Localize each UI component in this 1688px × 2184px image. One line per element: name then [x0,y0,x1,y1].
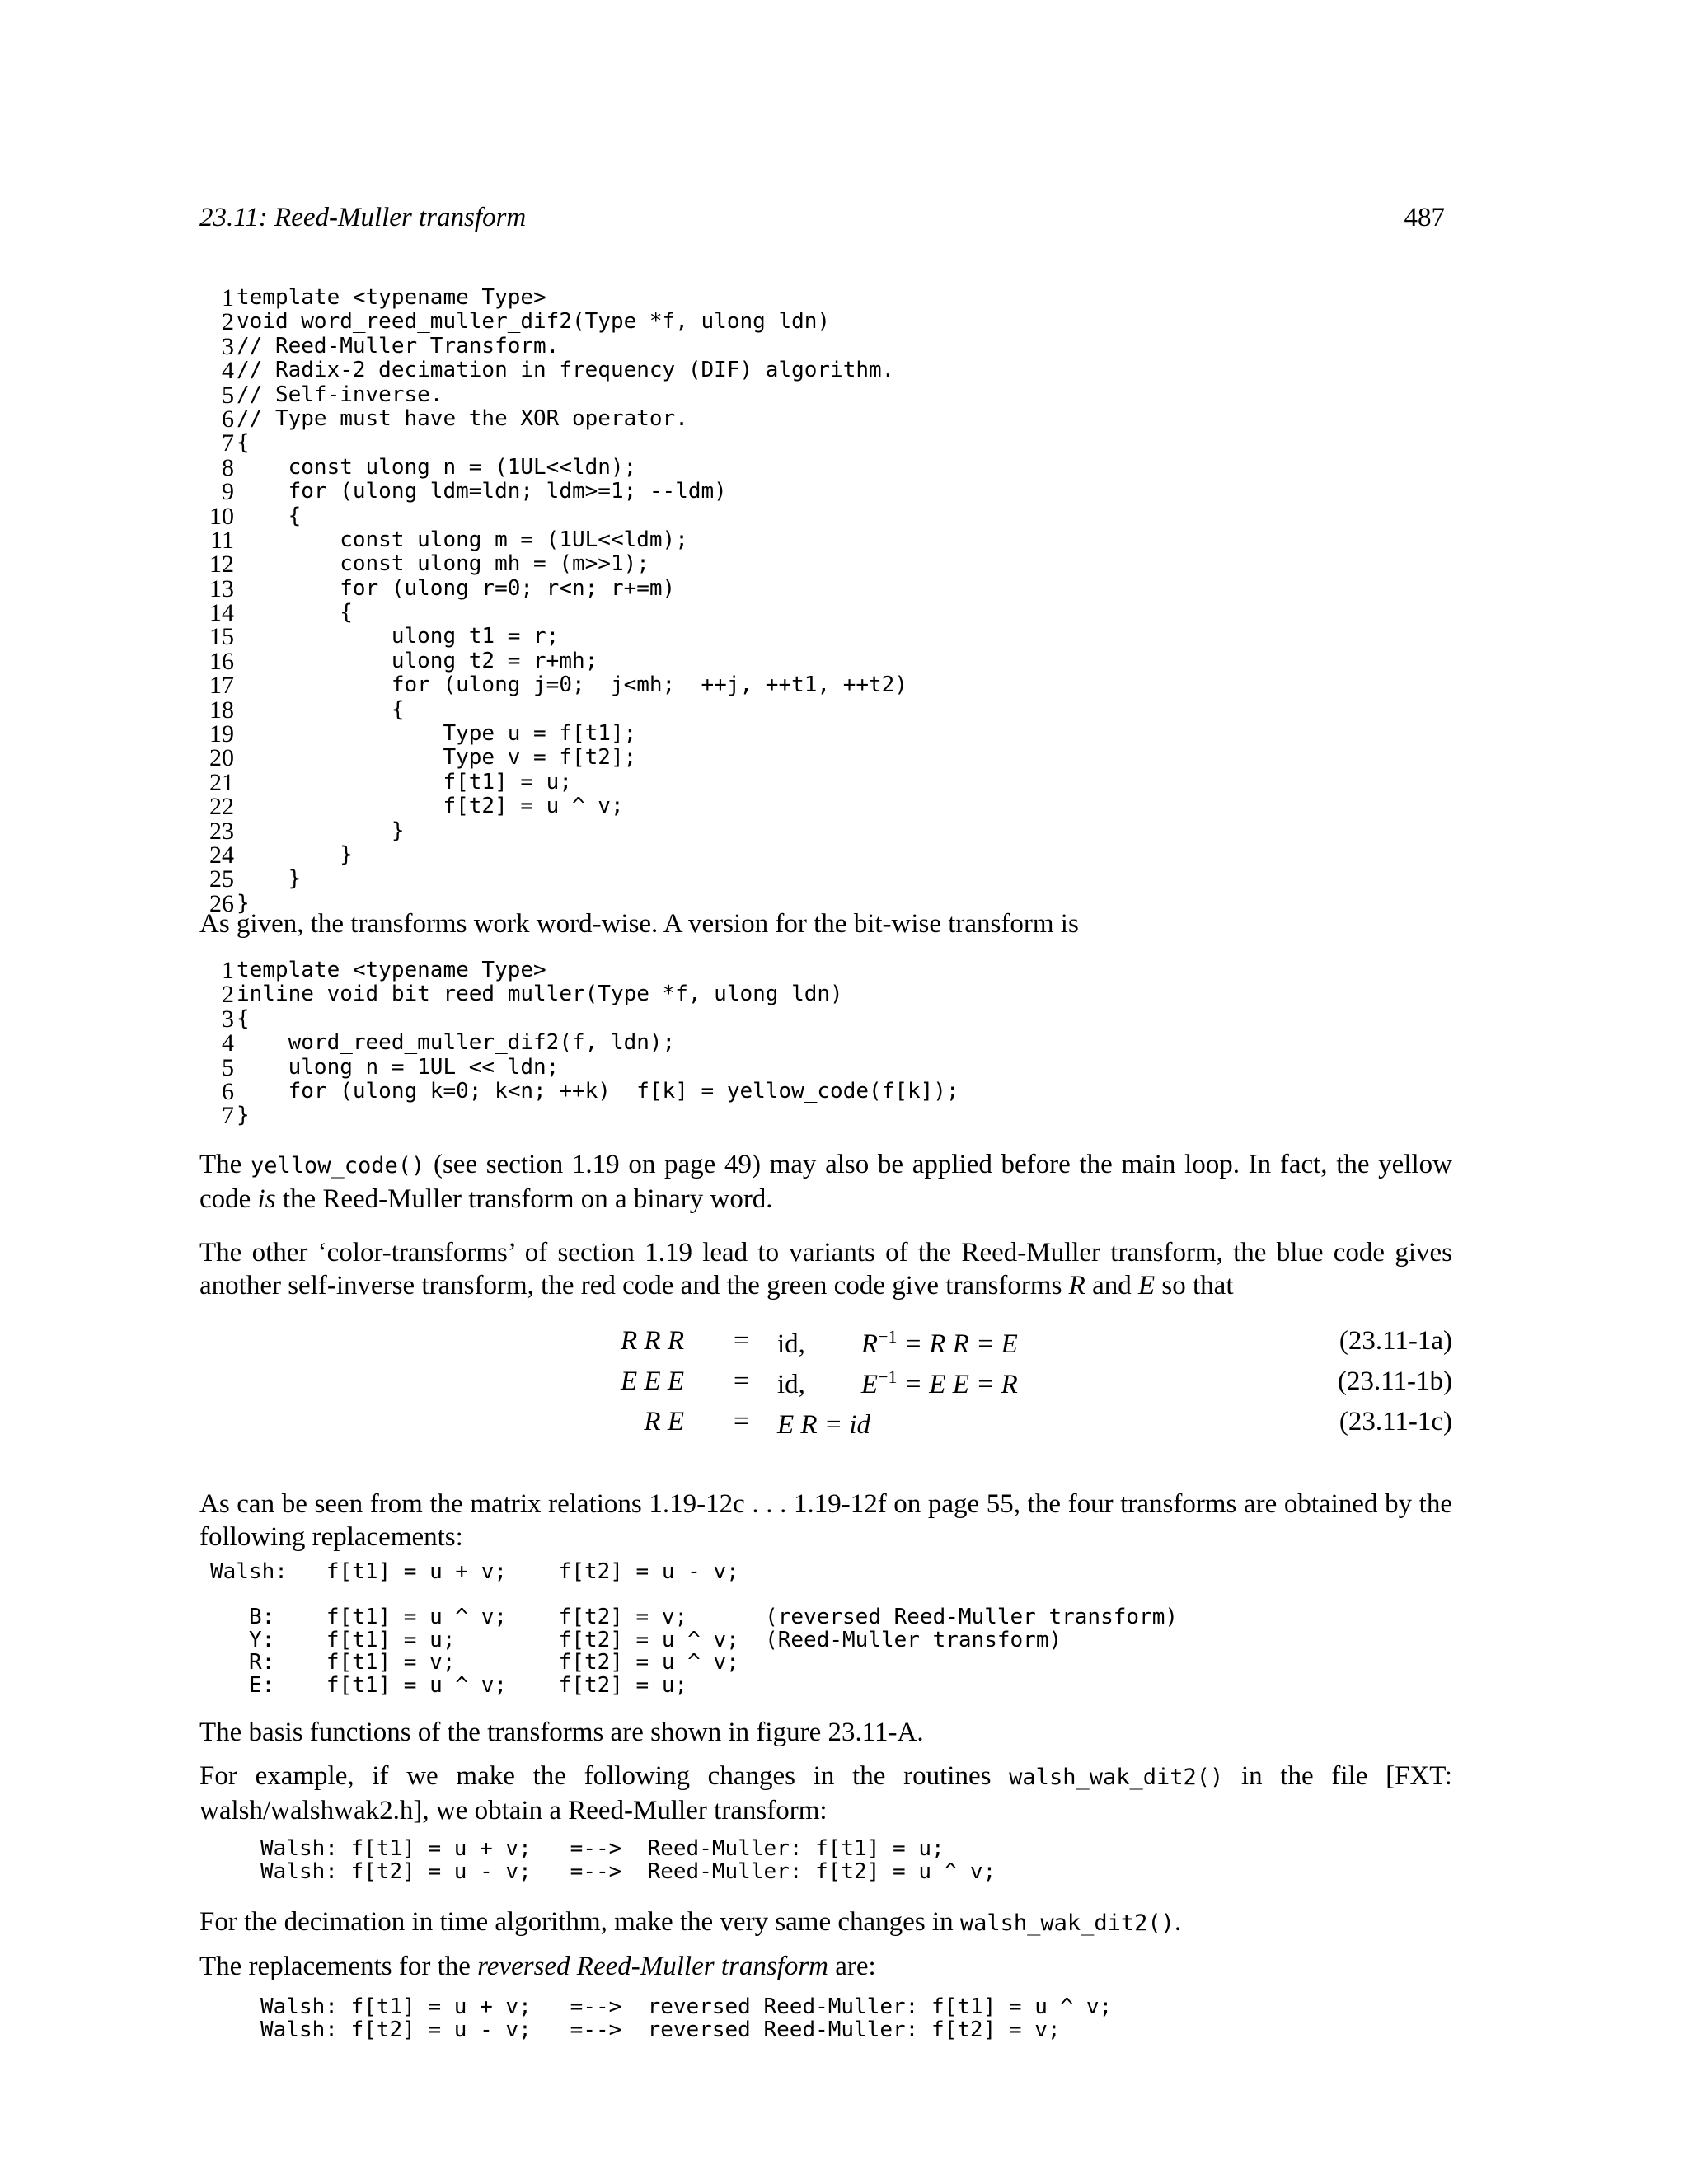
equation-rhs [777,1407,926,1441]
line-number: 8 [222,453,234,481]
equation-tag: (23.11-1b) [1338,1366,1452,1396]
equation-superscript: −1 [878,1326,898,1347]
code-line: Y: f[t1] = u; f[t2] = u ^ v; (Reed-Muller transform) [210,1627,1062,1652]
text: the Reed-Muller transform on a binary word. [275,1184,773,1214]
emphasis: is [257,1184,276,1214]
line-number: 10 [209,502,234,530]
line-number: 9 [222,478,234,506]
code-text: for (ulong k=0; k<n; ++k) f[k] = yellow_code(f[k]); [237,1078,959,1104]
text: For the decimation in time algorithm, make the very same changes in [199,1907,960,1937]
equation-superscript: −1 [878,1366,898,1387]
text: The other ‘color-transforms’ of section 1.19 lead to variants of the Reed-Muller transform, the blue code gives another self-inverse transform, the red code and the green code give transforms [199,1238,1452,1301]
line-number: 16 [209,647,234,675]
line-number: 5 [222,381,234,409]
line-number: 17 [209,672,234,700]
line-number: 25 [209,865,234,893]
code-line: B: f[t1] = u ^ v; f[t2] = v; (reversed Reed-Muller transform) [210,1605,1178,1629]
text: The replacements for the [199,1952,478,1981]
text: For example, if we make the following changes in the routines [199,1761,1010,1791]
paragraph-reversed-replacements [199,1950,1452,1983]
line-number: 4 [222,357,234,385]
text: . [1174,1907,1182,1937]
line-number: 24 [209,841,234,869]
equation-lhs: R R R [621,1326,684,1356]
code-text: template <typename Type> [237,958,546,982]
line-number: 6 [222,405,234,433]
equation-tag: (23.11-1a) [1339,1326,1452,1356]
paragraph-basis-functions: The basis functions of the transforms are shown in figure 23.11-A. [199,1718,924,1747]
code-text: word_reed_muller_dif2(f, ldn); [237,1030,676,1056]
paragraph-wordwise: As given, the transforms work word-wise. A version for the bit-wise transform is [199,909,1079,939]
equation-rhs-c: = R R = E [897,1329,1018,1359]
math-symbol: E [1138,1271,1156,1301]
line-number: 19 [209,720,234,748]
code-text: { [237,1005,250,1031]
code-line: Walsh: f[t1] = u + v; =--> Reed-Muller: f[t1] = u; [260,1836,945,1861]
code-text: // Type must have the XOR operator. [237,405,688,431]
line-number: 11 [210,526,234,554]
line-number: 15 [209,623,234,651]
code-text: } [237,1103,250,1128]
equation-rhs-symbol: E [860,1370,879,1399]
equation-lhs: R E [644,1407,684,1436]
line-number: 23 [209,817,234,845]
code-text: template <typename Type> [237,285,546,310]
code-text: for (ulong ldm=ldn; ldm>=1; --ldm) [237,479,727,504]
code-text: for (ulong j=0; j<mh; ++j, ++t1, ++t2) [237,673,907,698]
line-number: 20 [209,744,234,772]
inline-code: walsh_wak_dit2() [1009,1765,1224,1790]
running-head: 23.11: Reed-Muller transform [199,203,527,232]
line-number: 7 [222,1102,234,1130]
code-text: Type u = f[t1]; [237,721,637,747]
line-number: 7 [222,429,234,457]
line-number: 3 [222,332,234,360]
text: so that [1155,1271,1234,1301]
text: are: [828,1952,876,1981]
code-text: } [237,841,353,867]
code-text: const ulong n = (1UL<<ldn); [237,454,637,480]
paragraph-matrix-relations: As can be seen from the matrix relations 1.19-12c . . . 1.19-12f on page 55, the four transforms are obtained by the following replacements: [199,1489,1452,1552]
equation-rhs [777,1366,1018,1400]
line-number: 2 [222,981,234,1009]
code-text: for (ulong r=0; r<n; r+=m) [237,575,676,601]
equation-rhs-symbol: R [860,1329,879,1359]
equals-sign: = [734,1326,749,1356]
text: (see section 1.19 on page 49) may also be applied before the main loop. In fact, the yellow code [199,1150,1452,1214]
paragraph-decimation-time [199,1905,1452,1940]
page-number: 487 [1404,203,1445,232]
code-text: } [237,890,250,916]
equation-rhs-c: = E E = R [897,1370,1018,1399]
line-number: 13 [209,574,234,602]
code-text: f[t1] = u; [237,769,572,794]
code-line: Walsh: f[t1] = u + v; f[t2] = u - v; [210,1559,739,1584]
code-text: } [237,866,302,892]
code-text: // Reed-Muller Transform. [237,333,560,359]
line-number: 3 [222,1005,234,1033]
code-text: ulong t2 = r+mh; [237,648,598,673]
code-text: { [237,430,250,456]
code-text: ulong n = 1UL << ldn; [237,1054,560,1080]
equals-sign: = [734,1366,749,1396]
inline-code: walsh_wak_dit2() [959,1910,1175,1936]
code-text: // Self-inverse. [237,382,443,407]
equation-rhs-a: E R = id [777,1410,871,1440]
line-number: 1 [222,957,234,984]
code-line: Walsh: f[t2] = u - v; =--> Reed-Muller: f[t2] = u ^ v; [260,1858,996,1884]
equation-rhs [777,1326,1018,1360]
line-number: 12 [209,551,234,579]
paragraph-walsh-changes [199,1760,1452,1827]
line-number: 1 [222,284,234,312]
line-number: 14 [209,599,234,627]
paragraph-yellow-code [199,1148,1452,1216]
text: and [1085,1271,1138,1301]
line-number: 18 [209,696,234,724]
code-text: const ulong mh = (m>>1); [237,551,649,577]
text: The [199,1150,251,1179]
equation-tag: (23.11-1c) [1339,1407,1452,1436]
code-line: E: f[t1] = u ^ v; f[t2] = u; [210,1672,688,1698]
line-number: 22 [209,793,234,821]
equation [577,1326,1452,1359]
equation [577,1366,1452,1399]
line-number: 6 [222,1077,234,1105]
code-text: { [237,503,302,528]
paragraph-color-transforms [199,1236,1452,1302]
text: in the file [FXT: walsh/walshwak2.h], we obtain a Reed-Muller transform: [199,1761,1452,1825]
line-number: 5 [222,1053,234,1081]
code-line: R: f[t1] = v; f[t2] = u ^ v; [210,1650,739,1675]
code-text: Type v = f[t2]; [237,745,637,771]
code-text: const ulong m = (1UL<<ldm); [237,527,688,552]
equals-sign: = [734,1407,749,1436]
equation [577,1407,1452,1440]
line-number: 4 [222,1029,234,1057]
code-text: { [237,696,405,722]
line-number: 2 [222,308,234,336]
code-text: } [237,818,405,843]
code-text: void word_reed_muller_dif2(Type *f, ulong ldn) [237,309,831,335]
equation-lhs: E E E [621,1366,684,1396]
code-text: { [237,600,353,626]
line-number: 21 [209,768,234,796]
math-symbol: R [1068,1271,1085,1301]
equation-rhs-a: id, [777,1329,805,1359]
code-text: // Radix-2 decimation in frequency (DIF) algorithm. [237,358,895,383]
code-text: ulong t1 = r; [237,624,560,649]
inline-code: yellow_code() [250,1153,425,1179]
emphasis: reversed Reed-Muller transform [477,1952,829,1981]
code-line: Walsh: f[t1] = u + v; =--> reversed Reed-Muller: f[t1] = u ^ v; [260,1994,1113,2019]
line-number: 26 [209,889,234,917]
code-text: inline void bit_reed_muller(Type *f, ulong ldn) [237,982,843,1007]
code-text: f[t2] = u ^ v; [237,794,624,819]
code-line: Walsh: f[t2] = u - v; =--> reversed Reed-Muller: f[t2] = v; [260,2017,1061,2042]
equation-rhs-a: id, [777,1370,805,1399]
